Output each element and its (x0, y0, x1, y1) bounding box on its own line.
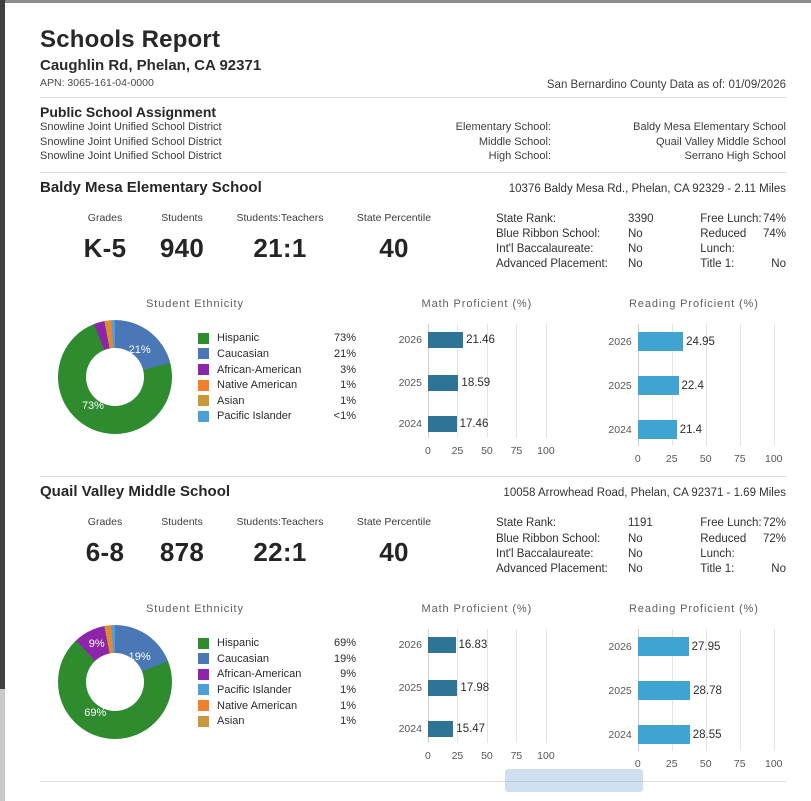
axis-tick: 100 (764, 758, 783, 771)
fact-label: Free Lunch: (700, 212, 762, 225)
bar-value: 18.59 (461, 377, 491, 390)
legend-swatch (198, 684, 209, 695)
ethnicity-legend (198, 635, 356, 729)
chart-title: Math Proficient (%) (421, 298, 533, 311)
axis-tick: 0 (425, 445, 431, 458)
bar (638, 725, 690, 744)
fact-value: No (628, 547, 643, 560)
fact-value: No (628, 258, 643, 271)
district-name: Snowline Joint Unified School District (40, 135, 222, 148)
bar-value: 21.4 (679, 423, 703, 436)
stat-label: Students:Teachers (236, 211, 324, 224)
report-header (40, 0, 786, 89)
legend-item (198, 331, 356, 347)
stat-value: K-5 (83, 232, 127, 263)
legend-label: Caucasian (217, 347, 269, 360)
axis-tick: 25 (665, 453, 678, 466)
legend-label: Hispanic (217, 637, 260, 650)
school-facts (496, 516, 656, 577)
legend-swatch (198, 380, 209, 391)
legend-value: 1% (340, 683, 356, 696)
property-address: Caughlin Rd, Phelan, CA 92371 (40, 57, 262, 74)
watermark-badge (505, 769, 643, 792)
ethnicity-donut (58, 625, 172, 739)
bar-row (398, 680, 592, 696)
legend-value: 1% (340, 379, 356, 392)
fact-label: Reduced Lunch: (700, 532, 747, 560)
fact-label: Blue Ribbon School: (496, 532, 601, 545)
stat-grades (74, 212, 136, 273)
year-label: 2025 (608, 684, 632, 697)
stat-state-percentile (346, 516, 442, 577)
public-school-assignment-section (40, 104, 786, 164)
legend-label: African-American (217, 668, 302, 681)
legend-value: 69% (333, 637, 356, 650)
bar-value: 16.83 (458, 639, 488, 652)
key-stats (74, 516, 442, 577)
bar (638, 376, 679, 395)
bar-row (398, 332, 592, 348)
donut-hole (86, 348, 144, 406)
stat-students-teachers (228, 516, 332, 577)
legend-label: Pacific Islander (217, 410, 292, 423)
year-label: 2024 (398, 418, 422, 431)
legend-value: 1% (340, 394, 356, 407)
year-label: 2026 (608, 335, 632, 348)
school-address: 10058 Arrowhead Road, Phelan, CA 92371 - 1.69 Miles (503, 487, 786, 500)
legend-value: 19% (333, 652, 356, 665)
bar (428, 721, 453, 737)
axis-tick: 0 (425, 750, 431, 763)
stat-value: 40 (379, 232, 409, 263)
school-section-baldy-mesa (40, 178, 786, 466)
fact-value: 72% (762, 532, 786, 545)
bar-value: 27.95 (691, 640, 721, 653)
bar-row (608, 420, 811, 439)
bar-row (398, 721, 592, 737)
divider (40, 781, 786, 782)
axis-tick: 100 (537, 750, 555, 763)
legend-swatch (198, 716, 209, 727)
legend-value: 21% (333, 347, 356, 360)
student-ethnicity-chart (40, 603, 358, 751)
bar (428, 637, 456, 653)
ethnicity-legend (198, 331, 356, 425)
chart-title: Reading Proficient (%) (628, 298, 759, 311)
bar-value: 15.47 (456, 723, 486, 736)
legend-item (198, 713, 356, 729)
legend-label: Hispanic (217, 332, 260, 345)
legend-label: Asian (217, 394, 245, 407)
stat-state-percentile (346, 212, 442, 273)
lunch-facts (700, 516, 786, 577)
fact-value: 74% (762, 227, 786, 240)
key-stats (74, 212, 442, 273)
bar-row (608, 681, 811, 700)
bar-row (608, 332, 811, 351)
year-label: 2026 (398, 334, 422, 347)
chart-title: Student Ethnicity (146, 298, 244, 311)
slice-label: 21% (128, 344, 151, 357)
fact-value: 72% (762, 517, 786, 530)
legend-item (198, 667, 356, 683)
bar-row (608, 725, 811, 744)
legend-item (198, 651, 356, 667)
ethnicity-donut (58, 320, 172, 434)
school-address: 10376 Baldy Mesa Rd., Phelan, CA 92329 - 2.11 Miles (508, 182, 786, 195)
stat-grades (74, 516, 136, 577)
stat-students-teachers (228, 212, 332, 273)
legend-item (198, 682, 356, 698)
data-as-of-label: San Bernardino County Data as of: 01/09/2026 (546, 79, 786, 91)
legend-swatch (198, 700, 209, 711)
bar-row (398, 416, 592, 432)
chart-title: Student Ethnicity (146, 603, 244, 616)
legend-swatch (198, 669, 209, 680)
legend-label: Native American (217, 379, 298, 392)
fact-value: No (628, 532, 643, 545)
fact-value: 1191 (628, 517, 653, 530)
bar (428, 416, 457, 432)
bar-value: 17.98 (460, 682, 490, 695)
fact-label: Int'l Baccalaureate: (496, 242, 594, 255)
fact-value: 3390 (628, 212, 654, 225)
fact-label: State Rank: (496, 517, 557, 530)
legend-label: Asian (217, 715, 245, 728)
fact-label: Blue Ribbon School: (496, 227, 601, 240)
district-name: Snowline Joint Unified School District (40, 121, 222, 133)
school-level-label: Elementary School: (455, 121, 551, 133)
legend-value: 1% (340, 715, 356, 728)
year-label: 2026 (398, 639, 422, 652)
axis-tick: 75 (510, 750, 523, 763)
legend-value: 3% (340, 363, 356, 376)
stat-label: State Percentile (356, 516, 432, 529)
legend-value: 73% (333, 332, 356, 345)
bar (428, 375, 458, 391)
stat-label: Students (161, 516, 203, 529)
bar-row (398, 637, 592, 653)
legend-item (198, 409, 356, 425)
legend-label: Pacific Islander (217, 683, 292, 696)
stat-label: Students:Teachers (236, 516, 324, 529)
stat-value: 940 (159, 232, 205, 263)
stat-label: Grades (87, 516, 123, 529)
fact-value: No (771, 562, 786, 575)
bar (638, 332, 683, 351)
apn-label: APN: 3065-161-04-0000 (40, 77, 154, 89)
legend-swatch (198, 638, 209, 649)
fact-label: Advanced Placement: (496, 258, 608, 271)
bar (638, 637, 689, 656)
fact-value: No (628, 227, 643, 240)
fact-label: Title 1: (700, 562, 735, 575)
school-level-label: High School: (488, 150, 551, 162)
fact-value: No (628, 242, 643, 255)
legend-swatch (198, 395, 209, 406)
stat-value: 22:1 (253, 537, 307, 568)
year-label: 2026 (608, 640, 632, 653)
assignment-row (40, 120, 786, 135)
stat-value: 6-8 (85, 537, 125, 568)
fact-label: Reduced Lunch: (700, 227, 747, 255)
window-left-border (0, 0, 5, 801)
divider (40, 97, 786, 98)
stat-label: Students (161, 211, 203, 224)
assignment-row (40, 135, 786, 150)
school-facts (496, 212, 656, 273)
year-label: 2025 (608, 379, 632, 392)
axis-tick: 25 (451, 445, 464, 458)
legend-item (198, 377, 356, 393)
assigned-school-name: Quail Valley Middle School (655, 135, 786, 148)
legend-swatch (198, 333, 209, 344)
axis-tick: 100 (764, 453, 783, 466)
reading-proficient-chart (602, 603, 786, 771)
axis-tick: 75 (733, 453, 746, 466)
school-section-quail-valley (40, 483, 786, 771)
axis-tick: 0 (634, 758, 641, 771)
bar (638, 681, 690, 700)
fact-label: Free Lunch: (700, 517, 762, 530)
axis-tick: 0 (634, 453, 641, 466)
legend-label: Caucasian (217, 652, 269, 665)
district-name: Snowline Joint Unified School District (40, 150, 222, 162)
stat-students (150, 212, 214, 273)
assigned-school-name: Serrano High School (684, 150, 786, 162)
bar-value: 24.95 (686, 335, 715, 348)
school-name: Quail Valley Middle School (40, 483, 231, 501)
slice-label: 9% (88, 637, 105, 650)
bar-value: 28.55 (692, 728, 722, 741)
legend-item (198, 635, 356, 651)
page-title: Schools Report (40, 26, 221, 53)
math-proficient-chart (392, 298, 562, 458)
bar (428, 332, 463, 348)
axis-tick: 75 (733, 758, 746, 771)
bar (638, 420, 677, 439)
reading-proficient-chart (602, 298, 786, 466)
slice-label: 69% (84, 707, 107, 720)
year-label: 2024 (608, 423, 632, 436)
chart-title: Reading Proficient (%) (628, 603, 759, 616)
legend-label: Native American (217, 699, 298, 712)
fact-value: No (771, 258, 786, 271)
bar-value: 21.46 (466, 334, 495, 347)
assignment-row (40, 149, 786, 164)
year-label: 2024 (608, 728, 632, 741)
legend-swatch (198, 411, 209, 422)
year-label: 2024 (398, 723, 422, 736)
student-ethnicity-chart (40, 298, 358, 446)
bar-value: 28.78 (693, 684, 722, 697)
legend-value: 9% (340, 668, 356, 681)
stat-value: 21:1 (253, 232, 307, 263)
slice-label: 19% (128, 651, 151, 664)
legend-swatch (198, 364, 209, 375)
bar-row (398, 375, 592, 391)
chart-title: Math Proficient (%) (421, 603, 533, 616)
assigned-school-name: Baldy Mesa Elementary School (633, 121, 786, 133)
axis-tick: 50 (481, 445, 493, 458)
axis-tick: 25 (665, 758, 678, 771)
stat-value: 40 (379, 537, 409, 568)
axis-tick: 50 (481, 750, 493, 763)
legend-item (198, 346, 356, 362)
stat-value: 878 (159, 537, 205, 568)
legend-item (198, 698, 356, 714)
fact-value: No (628, 562, 643, 575)
fact-label: Int'l Baccalaureate: (496, 547, 594, 560)
legend-item (198, 393, 356, 409)
legend-swatch (198, 653, 209, 664)
legend-value: 1% (340, 699, 356, 712)
axis-tick: 50 (699, 453, 712, 466)
divider (40, 476, 786, 477)
math-proficient-chart (392, 603, 562, 763)
stat-label: Grades (87, 211, 123, 224)
school-level-label: Middle School: (478, 135, 551, 148)
legend-label: African-American (217, 363, 302, 376)
fact-value: 74% (762, 212, 786, 225)
axis-tick: 75 (510, 445, 523, 458)
axis-tick: 100 (537, 445, 555, 458)
bar-row (608, 637, 811, 656)
legend-value: <1% (333, 410, 356, 423)
year-label: 2025 (398, 682, 422, 695)
bar-value: 17.46 (459, 418, 489, 431)
school-name: Baldy Mesa Elementary School (40, 178, 262, 196)
lunch-facts (700, 212, 786, 273)
fact-label: Advanced Placement: (496, 562, 608, 575)
year-label: 2025 (398, 377, 422, 390)
stat-students (150, 516, 214, 577)
legend-swatch (198, 348, 209, 359)
stat-label: State Percentile (356, 211, 432, 224)
divider (40, 172, 786, 173)
bar-value: 22.4 (681, 379, 704, 392)
legend-item (198, 362, 356, 378)
bar-row (608, 376, 811, 395)
fact-label: State Rank: (496, 212, 557, 225)
bar (428, 680, 457, 696)
section-title: Public School Assignment (40, 104, 217, 120)
axis-tick: 25 (451, 750, 464, 763)
fact-label: Title 1: (700, 258, 735, 271)
slice-label: 73% (81, 400, 104, 413)
axis-tick: 50 (699, 758, 712, 771)
